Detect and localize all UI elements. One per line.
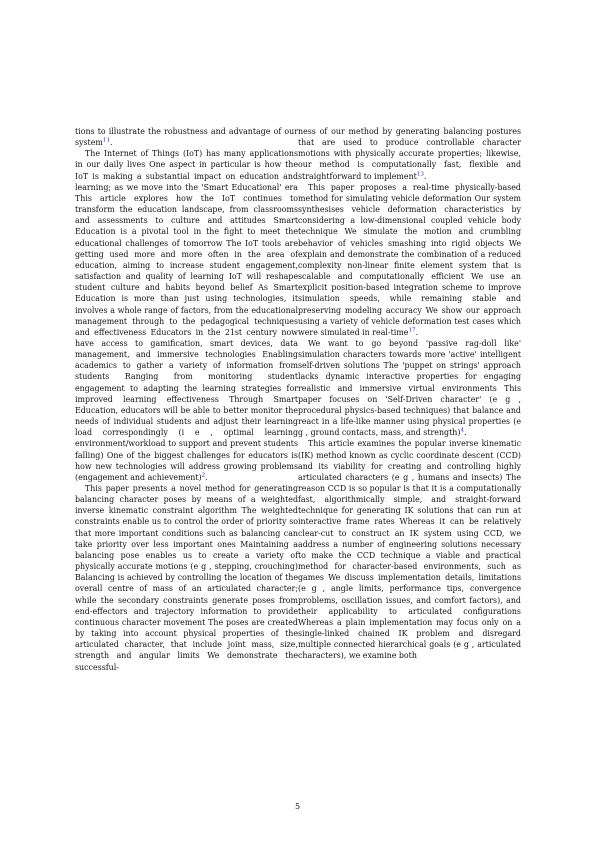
right-column	[298, 126, 521, 662]
left-p1-text: tions to illustrate the robustness and advantage of our system	[75, 127, 298, 148]
right-p1-end: .	[423, 171, 427, 181]
right-paragraph-3	[298, 338, 521, 438]
right-p3-end: .	[464, 428, 467, 438]
left-p2-end: .	[205, 472, 208, 482]
citation-ref[interactable]: 2	[201, 472, 206, 479]
left-paragraph-2	[75, 148, 298, 483]
right-p2-end: .	[415, 327, 419, 337]
right-p3-text: We want to go beyond 'passive rag-doll like' simulation characters towards more 'active' intelligent self-driven solutions The 'puppet on strings' approach lacks dynamic interactive properties for engaging realistic and immersive virtual environments This paper focuses on 'Self-Driven character' (e g , procedural physics-based techniques) that balance and react in a life-like manner using physical properties (e g , ground contacts, mass, and strength)	[298, 338, 521, 438]
right-paragraph-4: This article examines the popular inverse kinematic (IK) method known as cyclic coordinate descent (CCD) and its viability for creating and controlling highly articulated characters (e g , humans and insects) The reason CCD is so popular is that it is a computationally fast, algorithmically simple, and straight-forward technique for generating IK solutions that can run at interactive frame rates Whereas it can be relatively clear-cut to construct an IK system using CCD, we address a number of engineering solutions necessary to make the CCD technique a viable and practical method for character-based environments, such as games We discuss implementation details, limitations (e g , angle limits, performance tips, convergence problems, oscillation issues, and comfort factors), and their applicability to articulated configurations Whereas a plain implementation may focus only on a single-linked chained IK problem and disregard multiple connected hierarchical goals (e g , articulated characters), we examine both	[298, 439, 521, 661]
left-column	[75, 126, 298, 673]
left-paragraph-3: This paper presents a novel method for generating balancing character poses by means of a weighted inverse kinematic constraint algorithm The weighted constraints enable us to control the order of priority so that more important conditions such as balancing can take priority over less important ones Maintaining a balancing pose enables us to create a variety of physically accurate motions (e g , stepping, crouching) Balancing is achieved by controlling the location of the overall centre of mass of an articulated character; while the secondary constraints generate poses from end-effectors and trajectory information to provide continuous character movement The poses are created by taking into account physical properties of the articulated character, that include joint mass, size, strength and angular limits We demonstrate the successful-	[75, 484, 298, 672]
left-p2-text: The Internet of Things (IoT) has many applications in our daily lives One aspect in particular is how the IoT is making a substantial impact on education and learning; as we move into the 'Smart Educational' era This article explores how the IoT continues to transform the education landscape, from classrooms and assessments to culture and attitudes Smart Education is a pivotal tool in the fight to meet the educational challenges of tomorrow The IoT tools are getting used more and more often in the area of education, aiming to increase student engagement, satisfaction and quality of learning IoT will reshape student culture and habits beyond belief As Smart Education is more than just using technologies, it involves a whole range of factors, from the educational management through to the pedagogical techniques and effectiveness Educators in the 21st century now have access to gamification, smart devices, data management, and immersive technologies Enabling academics to gather a variety of information from students Ranging from monitoring student engagement to adapting the learning strategies for improved learning effectiveness Through Smart Education, educators will be able to better monitor the needs of individual students and adjust their learning load correspondingly (i e , optimal learning environment/workload to support and prevent students falling) One of the biggest challenges for educators is how new technologies will address growing problems (engagement and achievement)	[75, 149, 298, 482]
page-number: 5	[294, 802, 301, 811]
right-paragraph-1	[298, 126, 521, 182]
right-p2-text: This paper proposes a real-time physically-based method for simulating vehicle deformation Our system synthesises vehicle deformation characteristics by considering a low-dimensional coupled vehicle body technique We simulate the motion and crumbling behavior of vehicles smashing into rigid objects We explain and demonstrate the combination of a reduced complexity non-linear finite element system that is scalable and computationally efficient We use an explicit position-based integration scheme to improve simulation speeds, while remaining stable and preserving modeling accuracy We show our approach using a variety of vehicle deformation test cases which were simulated in real-time	[298, 182, 521, 337]
citation-ref[interactable]: 13	[416, 171, 424, 177]
left-p1-end: .	[110, 138, 113, 148]
citation-ref[interactable]: 11	[102, 137, 111, 144]
right-paragraph-2	[298, 182, 521, 338]
left-paragraph-1	[75, 126, 298, 148]
citation-ref[interactable]: 4	[460, 427, 464, 434]
right-p1-text: ness of our method by generating balancing postures that are used to produce controllable character motions with physically accurate properties; likewise, our method is computationally fast, flexible and straightforward to implement	[298, 127, 521, 181]
citation-ref[interactable]: 17	[408, 327, 416, 334]
